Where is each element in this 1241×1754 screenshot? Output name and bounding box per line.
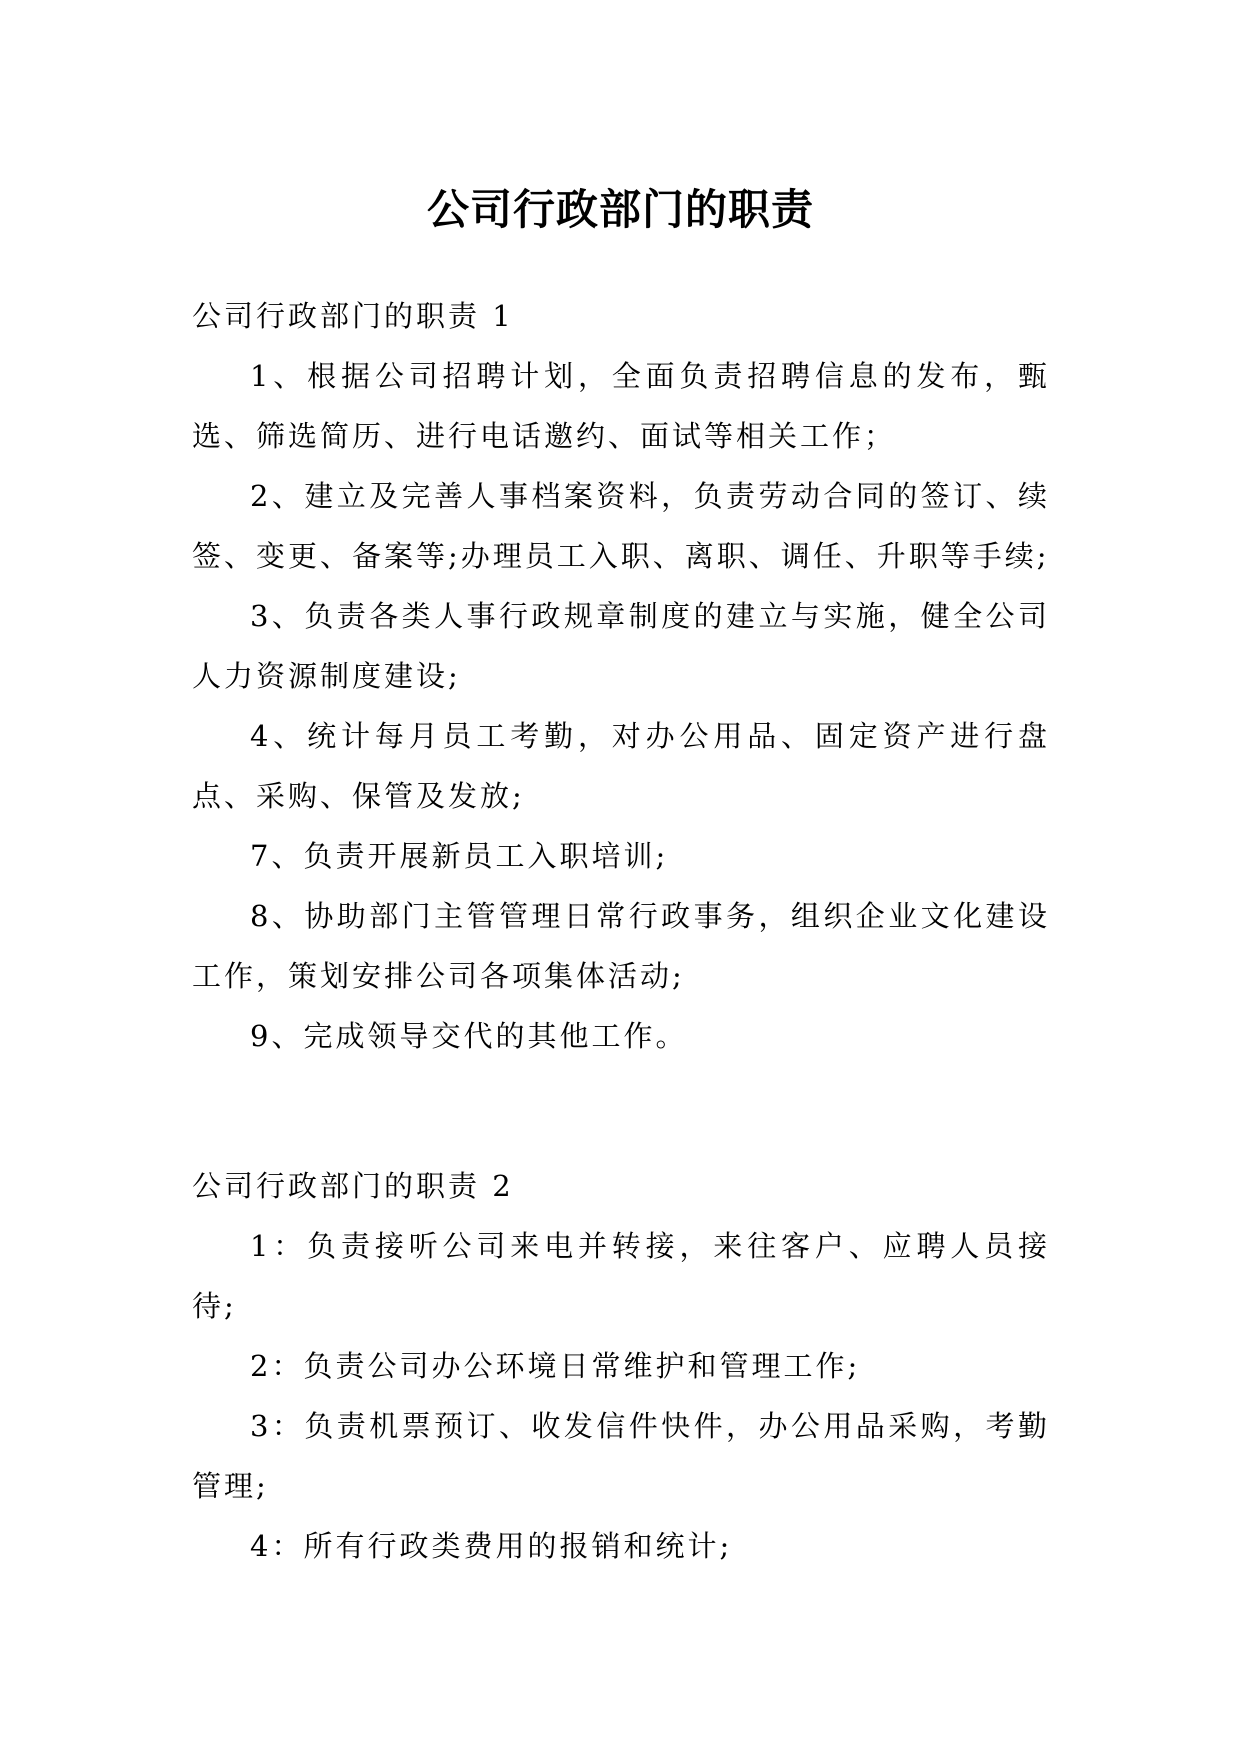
responsibility-item: 3：负责机票预订、收发信件快件，办公用品采购，考勤管理; [192, 1409, 1050, 1503]
responsibility-item: 2：负责公司办公环境日常维护和管理工作; [250, 1349, 861, 1383]
responsibility-item: 7、负责开展新员工入职培训; [250, 839, 669, 873]
responsibility-item: 2、建立及完善人事档案资料，负责劳动合同的签订、续签、变更、备案等;办理员工入职、离职、调任、升职等手续; [192, 479, 1050, 573]
section-heading: 公司行政部门的职责 2 [192, 1169, 514, 1203]
responsibility-item: 8、协助部门主管管理日常行政事务，组织企业文化建设工作，策划安排公司各项集体活动; [192, 899, 1050, 993]
responsibility-item: 3、负责各类人事行政规章制度的建立与实施，健全公司人力资源制度建设; [192, 599, 1050, 693]
section-2 [192, 1156, 1050, 1576]
responsibility-item: 4：所有行政类费用的报销和统计; [250, 1529, 733, 1563]
document-title: 公司行政部门的职责 [426, 185, 814, 235]
responsibility-item: 1、根据公司招聘计划，全面负责招聘信息的发布，甄选、筛选简历、进行电话邀约、面试等相关工作； [192, 359, 1050, 453]
responsibility-item: 4、统计每月员工考勤，对办公用品、固定资产进行盘点、采购、保管及发放; [192, 719, 1050, 813]
section-1 [192, 286, 1050, 1066]
responsibility-item: 1：负责接听公司来电并转接，来往客户、应聘人员接待; [192, 1229, 1050, 1323]
responsibility-item: 9、完成领导交代的其他工作。 [250, 1019, 688, 1053]
section-heading: 公司行政部门的职责 1 [192, 299, 514, 333]
